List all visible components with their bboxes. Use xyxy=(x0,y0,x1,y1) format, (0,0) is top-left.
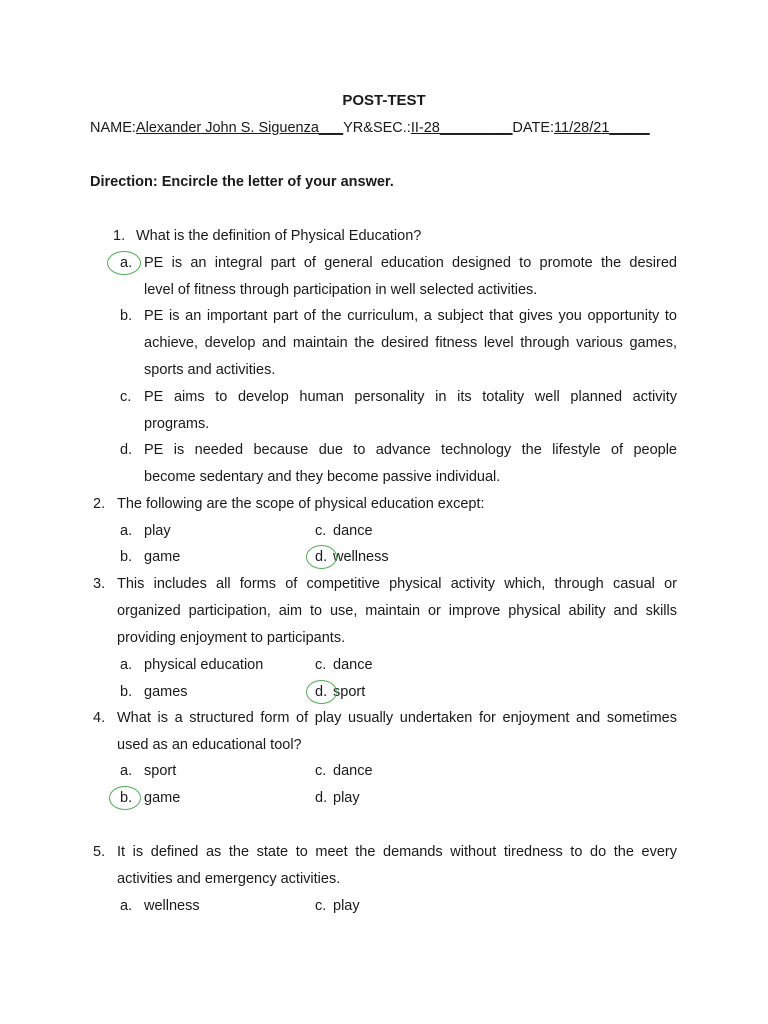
direction-text: Direction: Encircle the letter of your answer. xyxy=(90,174,394,190)
name-value: Alexander John S. Siguenza___ xyxy=(135,120,344,136)
question-2-number: 2. xyxy=(93,496,106,512)
q2-option-a-letter: a. xyxy=(120,523,133,539)
q2-option-a-text: play xyxy=(144,523,171,539)
question-2-text: The following are the scope of physical education except: xyxy=(117,496,485,512)
q3-option-c-letter: c. xyxy=(315,657,327,673)
q3-option-c-text: dance xyxy=(333,657,373,673)
q5-option-c-text: play xyxy=(333,898,360,914)
q2-option-d-letter: d. xyxy=(315,549,328,565)
question-3-line-1: This includes all forms of competitive physical activity which, through casual or xyxy=(117,576,677,592)
date-value: 11/28/21_____ xyxy=(554,120,650,136)
q1-option-a-line-2: level of fitness through participation in well selected activities. xyxy=(144,282,538,298)
q2-option-c-letter: c. xyxy=(315,523,327,539)
question-3-line-2: organized participation, aim to use, maintain or improve physical ability and skills xyxy=(117,603,677,619)
question-3-line-3: providing enjoyment to participants. xyxy=(117,630,346,646)
question-1-text: What is the definition of Physical Education? xyxy=(136,228,422,244)
question-3-number: 3. xyxy=(93,576,106,592)
question-1-number: 1. xyxy=(113,228,126,244)
q1-option-c-line-1: PE aims to develop human personality in its totality well planned activity xyxy=(144,389,677,405)
q4-option-a-text: sport xyxy=(144,763,177,779)
q3-option-b-letter: b. xyxy=(120,684,133,700)
question-5-line-1: It is defined as the state to meet the demands without tiredness to do the every xyxy=(117,844,677,860)
q1-option-b-line-2: achieve, develop and maintain the desired fitness level through various games, xyxy=(144,335,677,351)
question-5-number: 5. xyxy=(93,844,106,860)
question-4-line-2: used as an educational tool? xyxy=(117,737,302,753)
yr-sec-label: YR&SEC.: xyxy=(343,120,411,136)
page-title: POST-TEST xyxy=(342,92,426,109)
q2-option-b-letter: b. xyxy=(120,549,133,565)
q3-option-d-letter: d. xyxy=(315,684,328,700)
date-label: DATE: xyxy=(512,120,555,136)
q5-option-a-letter: a. xyxy=(120,898,133,914)
q3-option-d-text: sport xyxy=(333,684,366,700)
q4-option-c-text: dance xyxy=(333,763,373,779)
q1-option-b-line-3: sports and activities. xyxy=(144,362,276,378)
q2-option-c-text: dance xyxy=(333,523,373,539)
student-info-line xyxy=(90,120,650,136)
q4-option-d-text: play xyxy=(333,790,360,806)
yr-sec-value: II-28_________ xyxy=(410,120,513,136)
question-4-number: 4. xyxy=(93,710,106,726)
q1-option-d-line-1: PE is needed because due to advance technology the lifestyle of people xyxy=(144,442,677,458)
q1-option-d-line-2: become sedentary and they become passive individual. xyxy=(144,469,501,485)
q2-option-d-text: wellness xyxy=(333,549,389,565)
question-5-line-2: activities and emergency activities. xyxy=(117,871,341,887)
q1-option-c-letter: c. xyxy=(120,389,132,405)
q4-option-b-letter: b. xyxy=(120,790,133,806)
name-label: NAME: xyxy=(90,120,136,136)
q3-option-a-letter: a. xyxy=(120,657,133,673)
q1-option-b-line-1: PE is an important part of the curriculum, a subject that gives you opportunity to xyxy=(144,308,677,324)
q1-option-a-letter: a. xyxy=(120,255,133,271)
q3-option-b-text: games xyxy=(144,684,188,700)
q1-option-b-letter: b. xyxy=(120,308,133,324)
q4-option-b-text: game xyxy=(144,790,181,806)
q2-option-b-text: game xyxy=(144,549,181,565)
q1-option-d-letter: d. xyxy=(120,442,133,458)
q1-option-a-line-1: PE is an integral part of general education designed to promote the desired xyxy=(144,255,677,271)
question-4-line-1: What is a structured form of play usually undertaken for enjoyment and sometimes xyxy=(117,710,677,726)
q5-option-c-letter: c. xyxy=(315,898,327,914)
q3-option-a-text: physical education xyxy=(144,657,264,673)
q4-option-a-letter: a. xyxy=(120,763,133,779)
q4-option-c-letter: c. xyxy=(315,763,327,779)
q5-option-a-text: wellness xyxy=(144,898,200,914)
q1-option-c-line-2: programs. xyxy=(144,416,210,432)
q4-option-d-letter: d. xyxy=(315,790,328,806)
